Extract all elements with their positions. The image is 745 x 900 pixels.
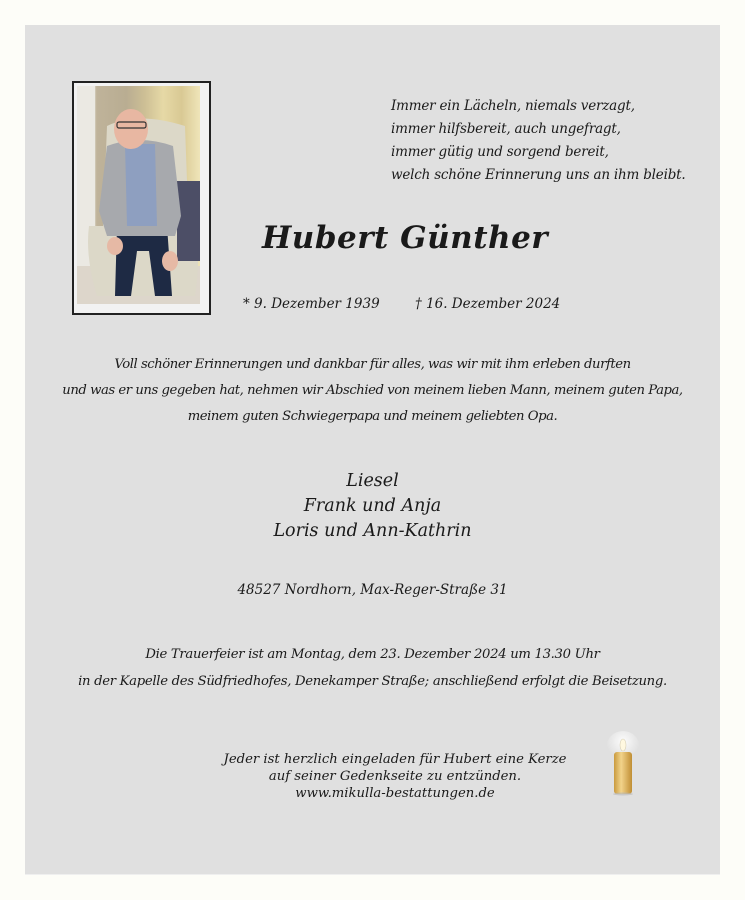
deceased-name: Hubert Günther	[262, 220, 549, 256]
death-date: † 16. Dezember 2024	[415, 296, 561, 312]
farewell-line: und was er uns gegeben hat, nehmen wir Abschied von meinem lieben Mann, meinem guten Papa,	[62, 383, 683, 398]
family-line: Liesel	[346, 471, 399, 491]
ceremony-line: in der Kapelle des Südfriedhofes, Denekamper Straße; anschließend erfolgt die Beisetzung.	[78, 674, 667, 689]
poem-line: welch schöne Erinnerung uns an ihm bleibt.	[391, 167, 686, 183]
right-hand	[162, 251, 178, 271]
farewell-line: Voll schöner Erinnerungen und dankbar für alles, was wir mit ihm erleben durften	[114, 357, 631, 372]
candle-graphic	[603, 730, 643, 796]
portrait-illustration	[77, 86, 200, 304]
invite-line: Jeder ist herzlich eingeladen für Hubert eine Kerze	[223, 752, 567, 767]
farewell-line: meinem guten Schwiegerpapa und meinem geliebten Opa.	[187, 409, 558, 424]
family-members	[25, 469, 720, 544]
shirt	[125, 144, 157, 226]
candle-shadow	[613, 793, 633, 796]
candle-flame	[620, 739, 626, 751]
family-line: Frank und Anja	[303, 496, 442, 516]
invite-line: auf seiner Gedenkseite zu entzünden.	[268, 769, 522, 784]
obituary-card	[25, 25, 720, 874]
blanket	[177, 181, 200, 261]
left-hand	[107, 237, 123, 255]
memorial-website-link[interactable]: www.mikulla-bestattungen.de	[295, 786, 495, 801]
address: 48527 Nordhorn, Max-Reger-Straße 31	[237, 582, 508, 598]
poem	[391, 95, 685, 187]
candle-invitation	[175, 751, 615, 802]
poem-line: immer gütig und sorgend bereit,	[391, 144, 609, 160]
poem-line: immer hilfsbereit, auch ungefragt,	[391, 121, 621, 137]
farewell-text	[25, 352, 720, 430]
birth-date: * 9. Dezember 1939	[243, 296, 380, 312]
ceremony-info	[25, 641, 720, 695]
portrait-photo	[77, 86, 200, 304]
candle-icon[interactable]	[603, 730, 643, 796]
family-line: Loris und Ann-Kathrin	[273, 521, 472, 541]
ceremony-line: Die Trauerfeier ist am Montag, dem 23. Dezember 2024 um 13.30 Uhr	[145, 647, 600, 662]
poem-line: Immer ein Lächeln, niemals verzagt,	[391, 98, 635, 114]
head	[114, 109, 148, 149]
candle-wax	[614, 752, 632, 794]
portrait-frame	[72, 81, 211, 315]
